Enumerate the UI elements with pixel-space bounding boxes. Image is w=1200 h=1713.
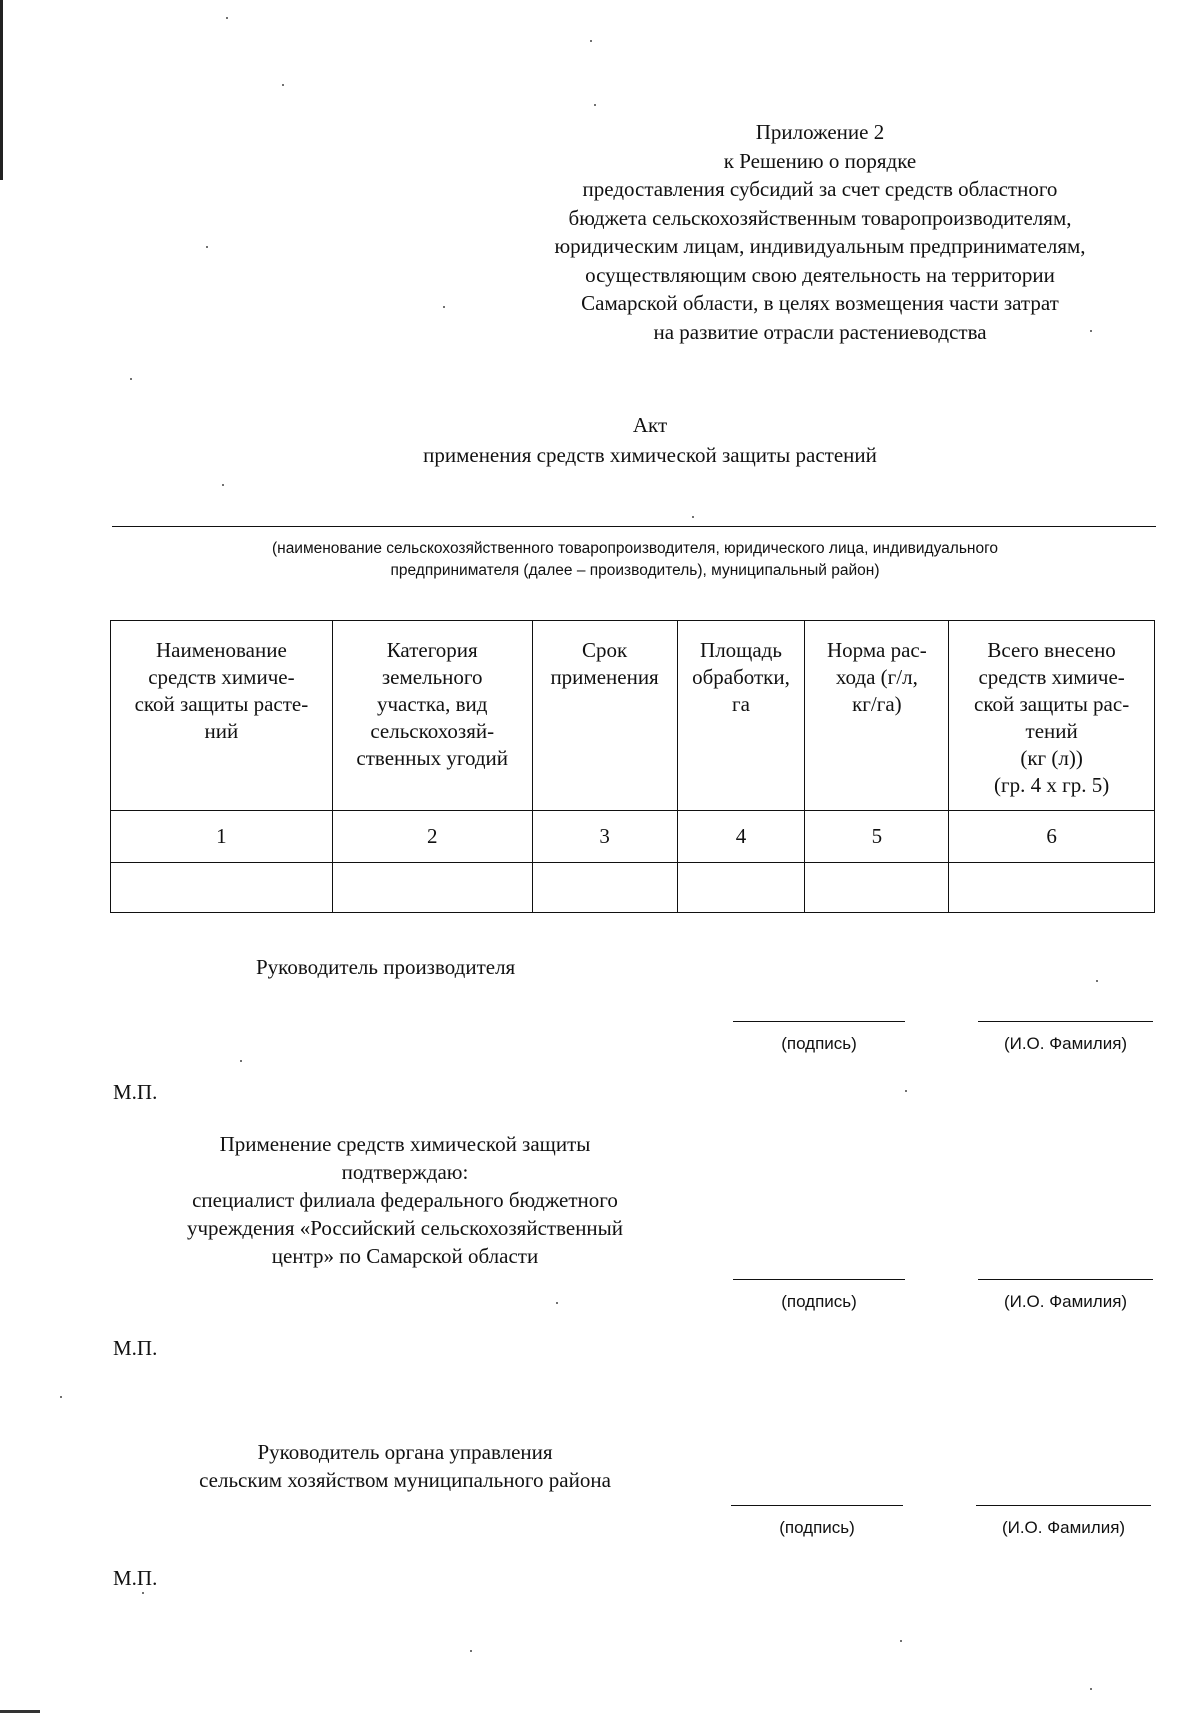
appendix-header bbox=[500, 118, 1140, 346]
table-cell-empty[interactable] bbox=[677, 863, 805, 913]
confirm-line: учреждения «Российский сельскохозяйственный bbox=[186, 1216, 624, 1240]
scan-speck bbox=[60, 1396, 62, 1398]
scan-speck bbox=[905, 1090, 907, 1092]
agency-line: Руководитель органа управления bbox=[257, 1440, 553, 1464]
column-number: 1 bbox=[111, 811, 333, 863]
column-number: 6 bbox=[949, 811, 1155, 863]
appendix-line: предоставления субсидий за счет средств областного bbox=[582, 177, 1058, 201]
header-cell-area bbox=[677, 621, 805, 811]
table-cell-empty[interactable] bbox=[111, 863, 333, 913]
title-sub: применения средств химической защиты растений bbox=[423, 443, 877, 467]
header-text: ской защиты рас- bbox=[974, 692, 1130, 716]
table-cell-empty[interactable] bbox=[532, 863, 677, 913]
agency-head-label bbox=[140, 1438, 670, 1494]
table-row bbox=[111, 863, 1155, 913]
stamp-placeholder: М.П. bbox=[113, 1336, 158, 1360]
chemical-protection-table bbox=[110, 620, 1155, 913]
scan-speck bbox=[594, 104, 596, 106]
header-text: ской защиты расте- bbox=[134, 692, 309, 716]
header-cell-rate bbox=[805, 621, 949, 811]
name-caption: (И.О. Фамилия) bbox=[1003, 1292, 1128, 1311]
signature-caption: (подпись) bbox=[781, 1292, 857, 1311]
header-text: Всего внесено bbox=[987, 638, 1116, 662]
header-text: Площадь bbox=[700, 638, 782, 662]
header-cell-land-category bbox=[332, 621, 532, 811]
scan-speck bbox=[1096, 980, 1098, 982]
table-header-row bbox=[111, 621, 1155, 811]
scan-speck bbox=[206, 246, 208, 248]
scan-speck bbox=[282, 84, 284, 86]
signature-caption: (подпись) bbox=[781, 1034, 857, 1053]
header-text: участка, вид bbox=[376, 692, 488, 716]
appendix-line: юридическим лицам, индивидуальным предпринимателям, bbox=[554, 234, 1086, 258]
document-title bbox=[300, 410, 1000, 470]
caption-line: предпринимателя (далее – производитель), муниципальный район) bbox=[390, 562, 880, 579]
header-text: ний bbox=[204, 719, 239, 743]
confirm-line: Применение средств химической защиты bbox=[219, 1132, 591, 1156]
name-line[interactable] bbox=[978, 1021, 1153, 1022]
header-cell-application-date bbox=[532, 621, 677, 811]
table-cell-empty[interactable] bbox=[332, 863, 532, 913]
agency-line: сельским хозяйством муниципального района bbox=[199, 1468, 611, 1492]
scan-speck bbox=[226, 17, 228, 19]
appendix-line: осуществляющим свою деятельность на территории bbox=[585, 262, 1055, 287]
confirm-line: подтверждаю: bbox=[341, 1160, 469, 1184]
scan-speck bbox=[692, 516, 694, 518]
column-number: 5 bbox=[805, 811, 949, 863]
table-cell-empty[interactable] bbox=[805, 863, 949, 913]
appendix-line: бюджета сельскохозяйственным товаропроизводителям, bbox=[568, 205, 1072, 230]
scan-speck bbox=[470, 1650, 472, 1652]
scan-speck bbox=[222, 484, 224, 486]
header-text: Наименование bbox=[155, 638, 287, 662]
header-text: средств химиче- bbox=[148, 665, 295, 689]
producer-name-caption bbox=[150, 538, 1120, 582]
header-text: ственных угодий bbox=[356, 746, 508, 770]
header-text: га bbox=[732, 692, 750, 716]
confirm-line: специалист филиала федерального бюджетного bbox=[192, 1188, 618, 1212]
producer-head-label: Руководитель производителя bbox=[256, 955, 516, 979]
header-text: Категория bbox=[386, 638, 478, 662]
header-cell-product-name bbox=[111, 621, 333, 811]
table-cell-empty[interactable] bbox=[949, 863, 1155, 913]
header-text: земельного bbox=[381, 665, 483, 689]
appendix-line: Самарской области, в целях возмещения части затрат bbox=[581, 291, 1059, 315]
header-text: хода (г/л, bbox=[835, 665, 918, 689]
name-caption: (И.О. Фамилия) bbox=[1001, 1518, 1126, 1537]
producer-name-line bbox=[112, 526, 1156, 527]
signature-line[interactable] bbox=[733, 1021, 905, 1022]
column-number: 3 bbox=[532, 811, 677, 863]
scan-speck bbox=[443, 306, 445, 308]
signature-caption: (подпись) bbox=[779, 1518, 855, 1537]
name-line[interactable] bbox=[978, 1279, 1153, 1280]
header-text: средств химиче- bbox=[978, 665, 1125, 689]
scan-speck bbox=[900, 1640, 902, 1642]
name-line[interactable] bbox=[976, 1505, 1151, 1506]
appendix-line: на развитие отрасли растениеводства bbox=[653, 319, 987, 344]
scan-speck bbox=[1090, 1688, 1092, 1690]
header-text: обработки, bbox=[692, 665, 790, 689]
header-text: применения bbox=[550, 665, 659, 689]
signature-line[interactable] bbox=[733, 1279, 905, 1280]
column-number: 2 bbox=[332, 811, 532, 863]
header-text: сельскохозяй- bbox=[370, 719, 495, 743]
column-number-row bbox=[111, 811, 1155, 863]
appendix-line: к Решению о порядке bbox=[723, 148, 917, 173]
stamp-placeholder: М.П. bbox=[113, 1080, 158, 1104]
scan-speck bbox=[590, 40, 592, 42]
scan-speck bbox=[556, 1302, 558, 1304]
header-text: Срок bbox=[581, 638, 628, 662]
header-text: (гр. 4 х гр. 5) bbox=[994, 773, 1110, 797]
scan-speck bbox=[240, 1060, 242, 1062]
scan-speck bbox=[130, 378, 132, 380]
header-text: кг/га) bbox=[852, 692, 902, 716]
header-text: Норма рас- bbox=[827, 638, 927, 662]
scan-speck bbox=[142, 1592, 144, 1594]
stamp-placeholder: М.П. bbox=[113, 1566, 158, 1590]
header-text: тений bbox=[1025, 719, 1078, 743]
title-main: Акт bbox=[632, 413, 668, 437]
signature-line[interactable] bbox=[731, 1505, 903, 1506]
confirmation-label bbox=[140, 1130, 670, 1270]
header-cell-total-applied bbox=[949, 621, 1155, 811]
caption-line: (наименование сельскохозяйственного товаропроизводителя, юридического лица, индивидуального bbox=[271, 540, 999, 557]
header-text: (кг (л)) bbox=[1020, 746, 1083, 770]
scan-edge-mark bbox=[0, 0, 3, 180]
confirm-line: центр» по Самарской области bbox=[271, 1244, 539, 1268]
appendix-line: Приложение 2 bbox=[755, 120, 885, 144]
name-caption: (И.О. Фамилия) bbox=[1003, 1034, 1128, 1053]
column-number: 4 bbox=[677, 811, 805, 863]
